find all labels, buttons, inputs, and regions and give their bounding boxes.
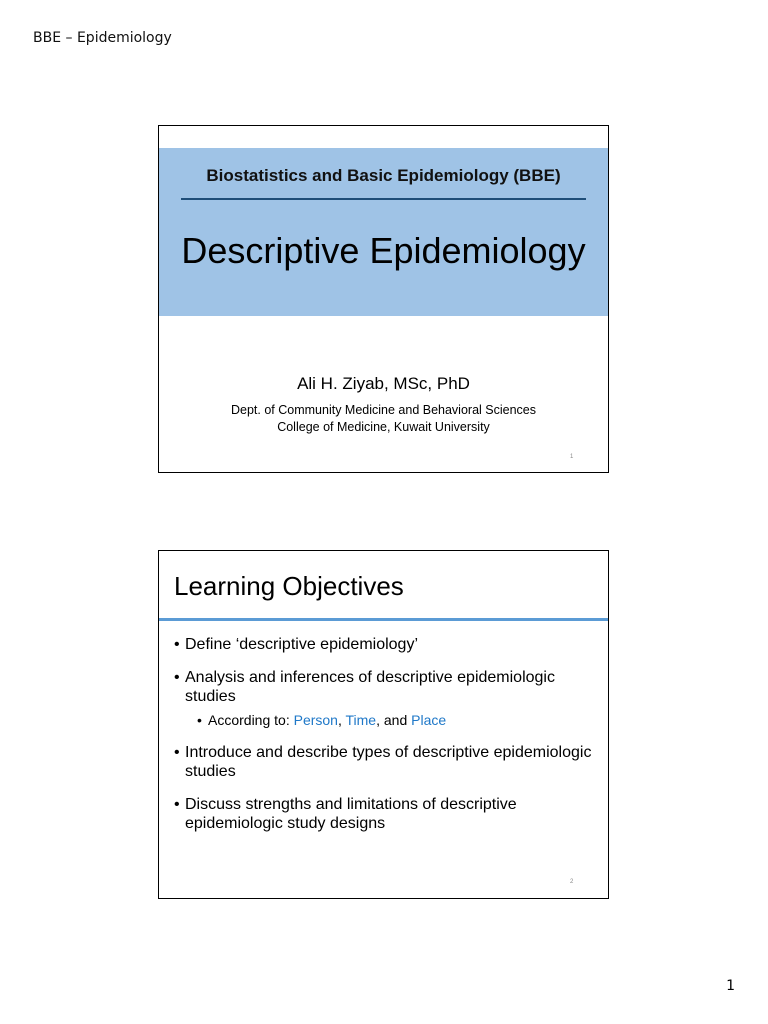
- main-title: Descriptive Epidemiology: [181, 230, 586, 271]
- author-name: Ali H. Ziyab, MSc, PhD: [297, 374, 470, 393]
- slide-number: 1: [570, 454, 574, 460]
- keyword-person: Person: [293, 712, 338, 728]
- affiliation-college: College of Medicine, Kuwait University: [277, 420, 490, 434]
- page-number: 1: [726, 978, 735, 994]
- subitem-and: , and: [376, 712, 412, 728]
- objective-item: • Define ‘descriptive epidemiology’: [174, 635, 599, 654]
- subitem-prefix: According to:: [208, 712, 294, 728]
- slide-title: Learning Objectives: [174, 571, 404, 601]
- slide-learning-objectives: [158, 550, 609, 899]
- keyword-time: Time: [345, 712, 377, 728]
- slide-title: [158, 125, 609, 473]
- title-divider: [181, 198, 586, 200]
- objective-subitem: [174, 712, 599, 729]
- affiliation-department: Dept. of Community Medicine and Behavioral Sciences: [230, 403, 536, 417]
- objective-item: • Introduce and describe types of descriptive epidemiologic studies: [174, 743, 599, 781]
- subitem-comma: ,: [337, 712, 346, 728]
- keyword-place: Place: [411, 712, 447, 728]
- document-header: BBE – Epidemiology: [33, 30, 172, 46]
- title-divider: [159, 618, 608, 621]
- objectives-list: [174, 635, 599, 847]
- slide-number: 2: [570, 879, 574, 885]
- objective-item: • Analysis and inferences of descriptive epidemiologic studies: [174, 668, 599, 706]
- objective-item: • Discuss strengths and limitations of descriptive epidemiologic study designs: [174, 795, 599, 833]
- course-title: Biostatistics and Basic Epidemiology (BBE): [206, 166, 561, 185]
